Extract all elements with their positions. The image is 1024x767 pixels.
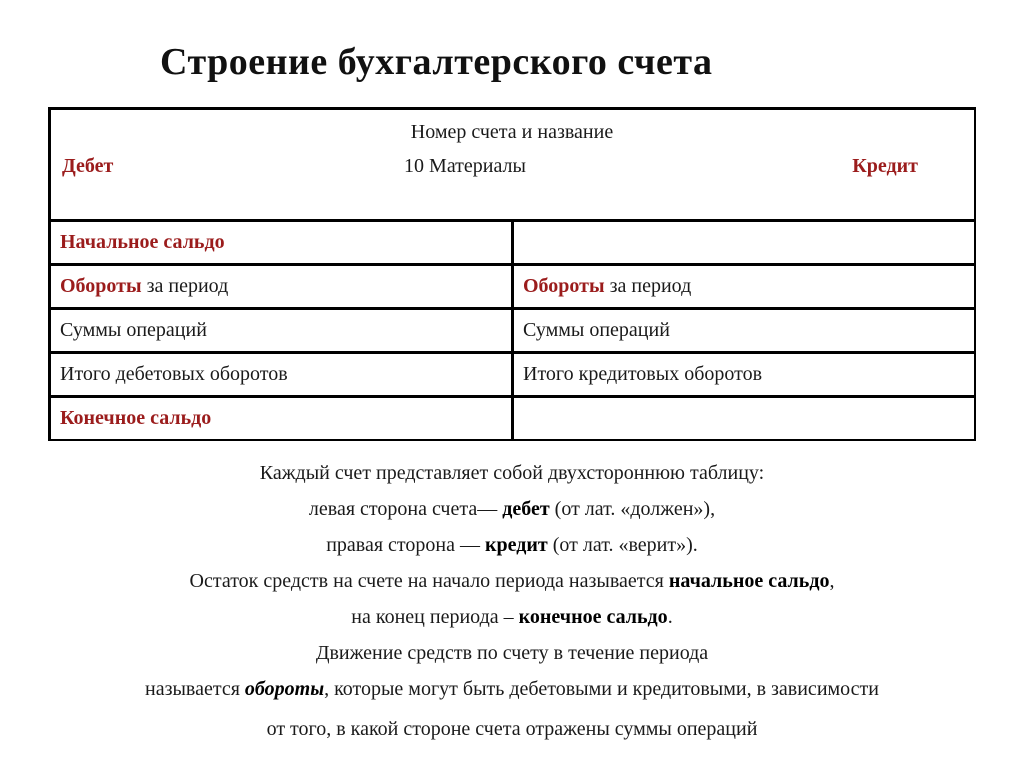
closing-balance-cell — [49, 396, 512, 440]
page-title: Строение бухгалтерского счета — [160, 41, 713, 83]
account-structure-table — [48, 107, 976, 441]
table-row — [49, 352, 975, 396]
text-fragment: Остаток средств на счете на начало периода называется — [189, 570, 669, 592]
term-opening-balance: начальное сальдо — [668, 570, 830, 592]
turnover-bold: Обороты — [60, 274, 142, 297]
description-line: от того, в какой стороне счета отражены суммы операций — [266, 718, 758, 740]
text-fragment: правая сторона — — [326, 534, 485, 556]
table-row — [49, 396, 975, 440]
credit-sums-cell: Суммы операций — [512, 308, 975, 352]
credit-turnover-cell — [512, 264, 975, 308]
turnover-bold: Обороты — [523, 274, 605, 297]
turnover-rest: за период — [604, 274, 692, 297]
table-row — [49, 308, 975, 352]
text-fragment: на конец периода – — [351, 606, 519, 628]
table-header-cell — [49, 108, 975, 220]
term-credit: кредит — [485, 534, 548, 556]
debit-total-cell: Итого дебетовых оборотов — [49, 352, 512, 396]
account-name-label: Номер счета и название — [410, 121, 614, 143]
empty-cell — [512, 220, 975, 264]
text-fragment: . — [667, 606, 673, 628]
description-line — [40, 671, 984, 707]
opening-balance-cell — [49, 220, 512, 264]
description-line — [40, 491, 984, 527]
closing-balance-label: Конечное сальдо — [60, 406, 212, 429]
account-title: 10 Материалы — [404, 155, 526, 177]
description-line — [40, 563, 984, 599]
debit-turnover-cell — [49, 264, 512, 308]
description-text — [40, 455, 984, 747]
text-fragment: называется — [145, 678, 245, 700]
term-debit: дебет — [502, 498, 550, 520]
text-fragment: (от лат. «верит»). — [547, 534, 698, 556]
credit-total-cell: Итого кредитовых оборотов — [512, 352, 975, 396]
turnover-rest: за период — [141, 274, 229, 297]
table-row — [49, 264, 975, 308]
debit-sums-cell: Суммы операций — [49, 308, 512, 352]
table-header-row — [49, 108, 975, 220]
term-turnover: обороты — [244, 678, 325, 700]
debit-label: Дебет — [62, 155, 114, 177]
description-line: Каждый счет представляет собой двухстороннюю таблицу: — [259, 462, 765, 484]
description-line: Движение средств по счету в течение периода — [315, 642, 709, 664]
table-row — [49, 220, 975, 264]
description-line — [40, 599, 984, 635]
text-fragment: , — [829, 570, 835, 592]
opening-balance-label: Начальное сальдо — [60, 230, 225, 253]
text-fragment: , которые могут быть дебетовыми и кредитовыми, в зависимости — [324, 678, 879, 700]
description-line — [40, 527, 984, 563]
text-fragment: (от лат. «должен»), — [549, 498, 716, 520]
credit-label: Кредит — [852, 155, 918, 177]
text-fragment: левая сторона счета— — [308, 498, 503, 520]
term-closing-balance: конечное сальдо — [518, 606, 668, 628]
header-sides — [62, 155, 918, 178]
empty-cell — [512, 396, 975, 440]
